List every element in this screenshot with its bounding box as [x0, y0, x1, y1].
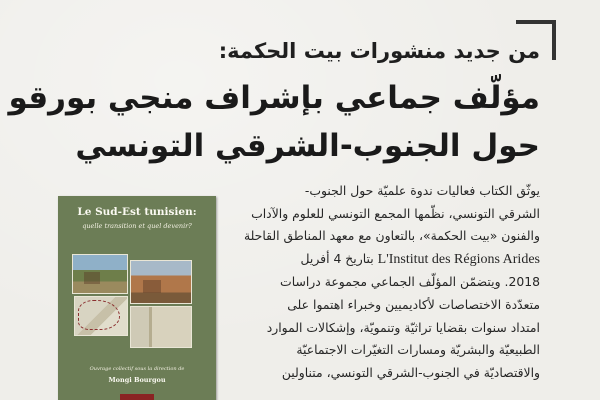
book-subtitle: quelle transition et quel devenir? — [82, 222, 192, 230]
cover-photo-ksar — [130, 260, 192, 304]
headline-line-2: حول الجنوب-الشرقي التونسي — [75, 128, 540, 164]
cover-photo-landscape — [72, 254, 128, 294]
body-line-date: بتاريخ 4 أفريل — [300, 250, 378, 266]
body-line: متعدّدة الاختصاصات لأكاديميين وخبراء اهتموا على — [287, 296, 540, 312]
body-line: يوثّق الكتاب فعاليات ندوة علميّة حول الجنوب- — [304, 183, 540, 198]
article-headline — [8, 74, 540, 170]
body-line: الشرقي التونسي، نظّمها المجمع التونسي للعلوم والآداب — [251, 205, 540, 221]
book-credit: Ouvrage collectif sous la direction de — [89, 366, 185, 372]
body-line: والفنون «بيت الحكمة»، بالتعاون مع معهد المناطق القاحلة — [243, 228, 540, 244]
body-line: 2018. ويتضمّن المؤلّف الجماعي مجموعة دراسات — [280, 274, 540, 290]
book-cover-image — [58, 196, 216, 400]
publisher-logo — [120, 394, 154, 400]
body-line: الطبيعيّة والبشريّة ومسارات التغيّرات الاجتماعيّة — [296, 342, 540, 358]
institute-name-latin: L'Institut des Régions Arides — [377, 251, 540, 267]
cover-map-outline — [78, 300, 120, 330]
body-line-mixed — [228, 248, 540, 272]
article-body — [228, 180, 540, 384]
book-title: Le Sud-Est tunisien: — [77, 206, 197, 218]
book-editor: Mongi Bourgou — [108, 376, 166, 384]
body-line: امتداد سنوات بقضايا تراثيّة وتنمويّة، وإشكالات الموارد — [266, 319, 540, 335]
article-kicker: من جديد منشورات بيت الحكمة: — [218, 39, 540, 63]
headline-line-1: مؤلّف جماعي بإشراف منجي بورقو — [8, 80, 540, 116]
cover-photo-plan — [130, 306, 192, 348]
body-line: والاقتصاديّة في الجنوب-الشرقي التونسي، متناولين — [281, 364, 540, 380]
